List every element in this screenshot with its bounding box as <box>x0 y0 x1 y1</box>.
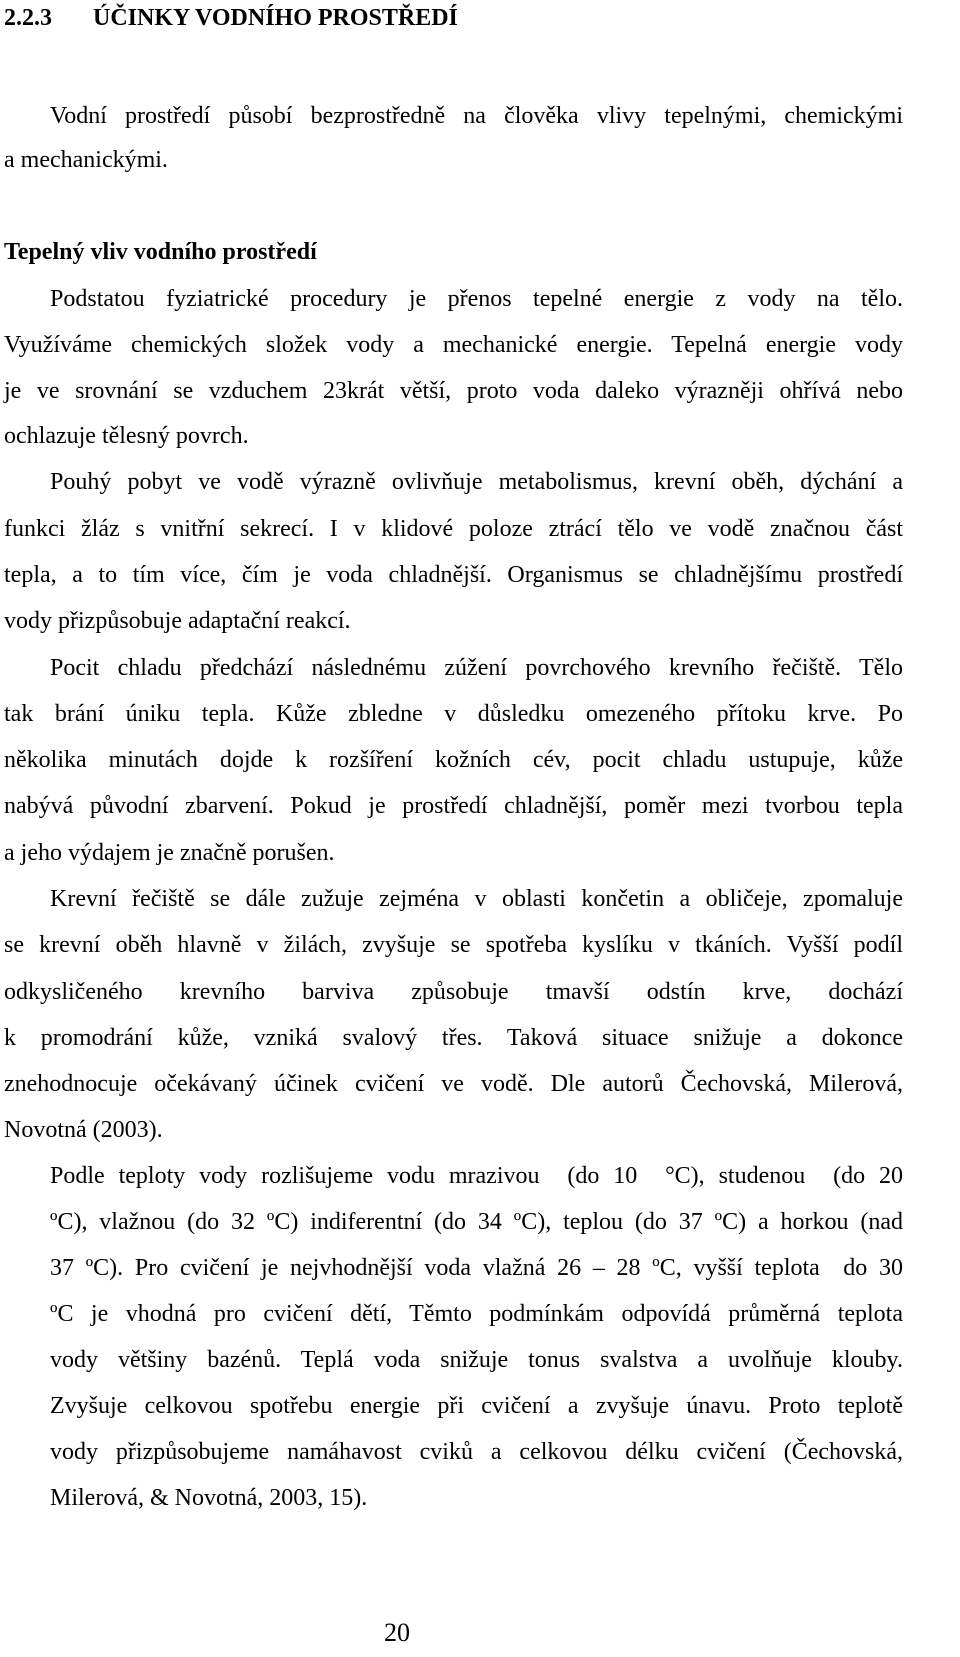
text-line: Podle teploty vody rozlišujeme vodu mrazivou (do 10 °C), studenou (do 20 <box>50 1163 903 1189</box>
text-line: a jeho výdajem je značně porušen. <box>4 840 335 866</box>
text-line: a mechanickými. <box>4 147 168 173</box>
text-line: Krevní řečiště se dále zužuje zejména v oblasti končetin a obličeje, zpomaluje <box>50 886 903 912</box>
text-line: je ve srovnání se vzduchem 23krát větší, proto voda daleko výrazněji ohřívá nebo <box>4 378 903 404</box>
text-line: vody přizpůsobujeme namáhavost cviků a celkovou délku cvičení (Čechovská, <box>50 1439 903 1465</box>
text-line: Pouhý pobyt ve vodě výrazně ovlivňuje metabolismus, krevní oběh, dýchání a <box>50 469 903 495</box>
text-line: Vodní prostředí působí bezprostředně na člověka vlivy tepelnými, chemickými <box>50 103 903 129</box>
section-title: ÚČINKY VODNÍHO PROSTŘEDÍ <box>93 5 458 31</box>
text-line: funkci žláz s vnitřní sekrecí. I v klidové poloze ztrácí tělo ve vodě značnou část <box>4 516 903 542</box>
text-line: k promodrání kůže, vzniká svalový třes. Taková situace snižuje a dokonce <box>4 1025 903 1051</box>
text-line: odkysličeného krevního barviva způsobuje tmavší odstín krve, dochází <box>4 979 903 1005</box>
text-line: vody přizpůsobuje adaptační reakcí. <box>4 608 351 634</box>
text-line: Využíváme chemických složek vody a mechanické energie. Tepelná energie vody <box>4 332 903 358</box>
text-line: Zvyšuje celkovou spotřebu energie při cvičení a zvyšuje únavu. Proto teplotě <box>50 1393 903 1419</box>
text-line: Novotná (2003). <box>4 1117 163 1143</box>
text-line: Milerová, & Novotná, 2003, 15). <box>50 1485 368 1511</box>
page-number: 20 <box>384 1618 410 1647</box>
text-line: tepla, a to tím více, čím je voda chladnější. Organismus se chladnějšímu prostředí <box>4 562 903 588</box>
text-line: ochlazuje tělesný povrch. <box>4 423 249 449</box>
text-line: ºC je vhodná pro cvičení dětí, Těmto podmínkám odpovídá průměrná teplota <box>50 1301 903 1327</box>
text-line: tak brání úniku tepla. Kůže zbledne v důsledku omezeného přítoku krve. Po <box>4 701 903 727</box>
text-line: Podstatou fyziatrické procedury je přenos tepelné energie z vody na tělo. <box>50 286 903 312</box>
text-line: několika minutách dojde k rozšíření kožních cév, pocit chladu ustupuje, kůže <box>4 747 903 773</box>
text-line: 37 ºC). Pro cvičení je nejvhodnější voda vlažná 26 – 28 ºC, vyšší teplota do 30 <box>50 1255 903 1281</box>
section-number: 2.2.3 <box>4 5 52 31</box>
text-line: nabývá původní zbarvení. Pokud je prostředí chladnější, poměr mezi tvorbou tepla <box>4 793 903 819</box>
text-line: znehodnocuje očekávaný účinek cvičení ve vodě. Dle autorů Čechovská, Milerová, <box>4 1071 903 1097</box>
text-line: se krevní oběh hlavně v žilách, zvyšuje se spotřeba kyslíku v tkáních. Vyšší podíl <box>4 932 903 958</box>
text-line: ºC), vlažnou (do 32 ºC) indiferentní (do 34 ºC), teplou (do 37 ºC) a horkou (nad <box>50 1209 903 1235</box>
subheading: Tepelný vliv vodního prostředí <box>4 239 317 265</box>
text-line: vody většiny bazénů. Teplá voda snižuje tonus svalstva a uvolňuje klouby. <box>50 1347 903 1373</box>
text-line: Pocit chladu předchází následnému zúžení povrchového krevního řečiště. Tělo <box>50 655 903 681</box>
